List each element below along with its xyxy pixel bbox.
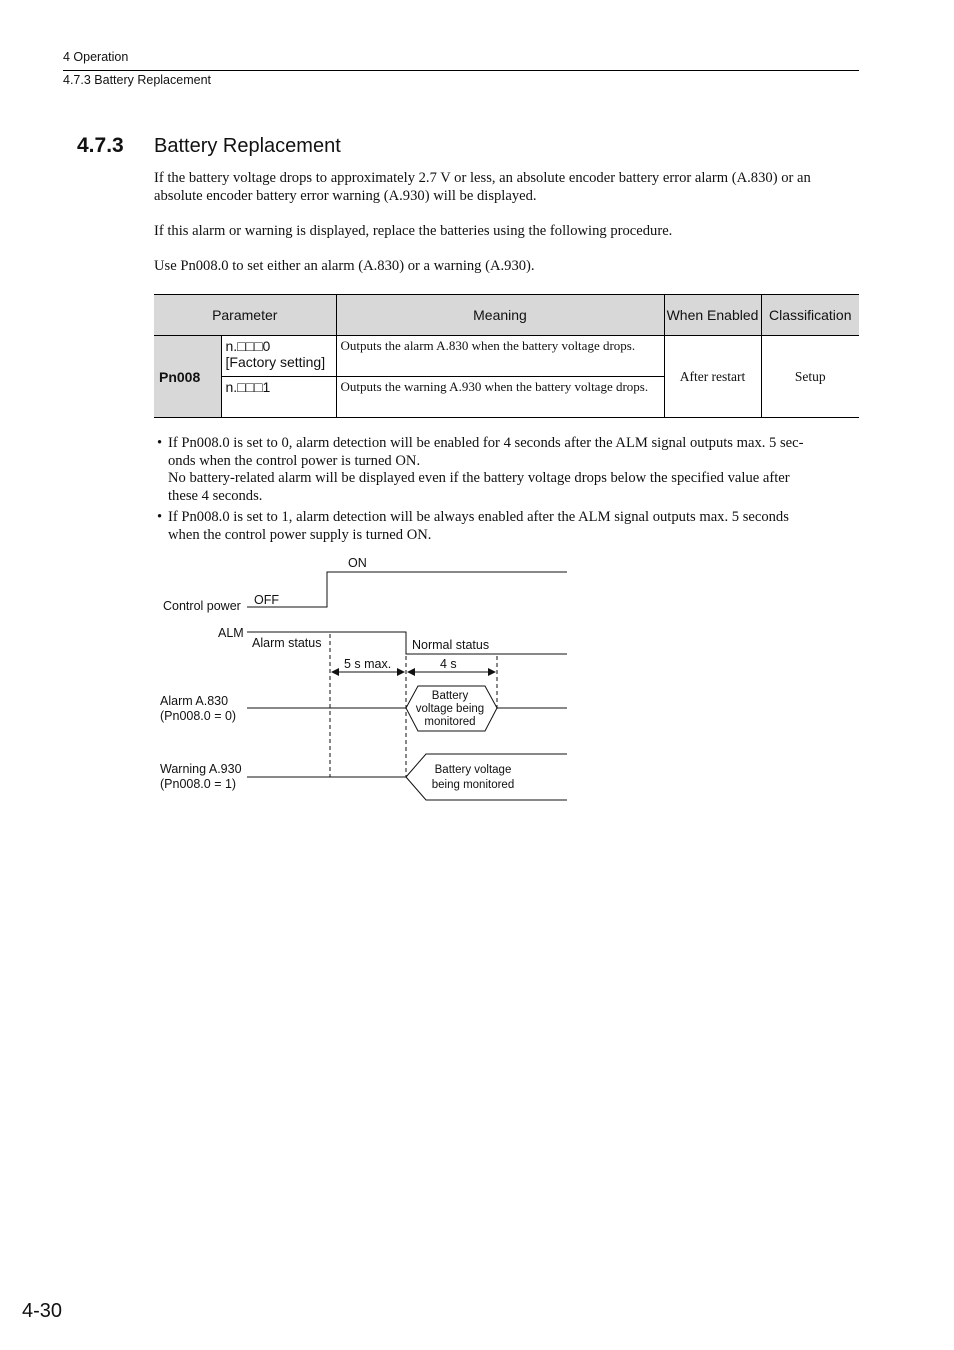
- setting-value: n.□□□1: [225, 379, 271, 395]
- page-number: 4-30: [22, 1300, 63, 1322]
- when-enabled-cell: After restart: [664, 336, 761, 418]
- bullet-line: No battery-related alarm will be displayed even if the battery voltage drops below the specified value after: [168, 470, 790, 486]
- monitor-label-line: being monitored: [431, 779, 515, 791]
- monitor-label-line: Battery voltage: [434, 764, 512, 776]
- off-label: OFF: [254, 593, 279, 607]
- bullet-marker: •: [157, 435, 163, 451]
- bullet-line: these 4 seconds.: [168, 487, 263, 504]
- warning-label-sub: (Pn008.0 = 1): [160, 777, 237, 791]
- monitor-label-line: monitored: [424, 716, 476, 728]
- section-title: Battery Replacement: [154, 135, 341, 157]
- section-number: 4.7.3: [77, 134, 124, 157]
- setting-paragraph: Use Pn008.0 to set either an alarm (A.830) or a warning (A.930).: [154, 258, 535, 274]
- header-rule: [63, 70, 859, 71]
- intro-paragraph: If the battery voltage drops to approximately 2.7 V or less, an absolute encoder battery error alarm (A.830) or an absolute encoder battery error warning (A.930) will be displayed.: [154, 170, 811, 204]
- parameter-name: Pn008: [154, 336, 221, 418]
- monitor-label-line: voltage being: [415, 703, 485, 715]
- header-meaning: Meaning: [336, 295, 664, 336]
- setting-cell: [221, 336, 336, 377]
- bullet-line: If Pn008.0 is set to 0, alarm detection will be enabled for 4 seconds after the ALM signal outputs max. 5 sec-: [168, 435, 804, 451]
- setting-note: [Factory setting]: [225, 354, 326, 370]
- four-second-label: 4 s: [440, 657, 457, 671]
- bullet-line: If Pn008.0 is set to 1, alarm detection will be always enabled after the ALM signal outputs max. 5 seconds: [168, 509, 789, 525]
- normal-status-label: Normal status: [412, 638, 490, 652]
- classification-cell: Setup: [761, 336, 859, 418]
- header-when-enabled: When Enabled: [664, 295, 761, 336]
- alarm-label: Alarm A.830: [160, 694, 229, 708]
- warning-label: Warning A.930: [160, 762, 242, 776]
- bullet-item: [157, 435, 859, 505]
- control-power-waveform: [247, 572, 567, 607]
- control-power-label: Control power: [163, 599, 241, 613]
- setting-cell: [221, 377, 336, 418]
- table-row: [154, 336, 859, 377]
- header-parameter: Parameter: [154, 295, 336, 336]
- parameter-table: [154, 294, 859, 418]
- bullet-item: [157, 509, 859, 544]
- setting-value: n.□□□0: [225, 338, 271, 354]
- monitor-label-line: Battery: [431, 690, 469, 702]
- bullet-marker: •: [157, 509, 163, 525]
- header-classification: Classification: [761, 295, 859, 336]
- running-header-chapter: 4 Operation: [63, 50, 129, 64]
- meaning-cell: Outputs the alarm A.830 when the battery voltage drops.: [336, 336, 664, 377]
- alarm-label-sub: (Pn008.0 = 0): [160, 709, 237, 723]
- procedure-paragraph: If this alarm or warning is displayed, replace the batteries using the following procedure.: [154, 223, 673, 239]
- alm-label: ALM: [218, 626, 244, 640]
- on-label: ON: [348, 556, 367, 570]
- running-header-section: 4.7.3 Battery Replacement: [63, 73, 211, 87]
- bullet-line: when the control power supply is turned ON.: [168, 526, 432, 543]
- timing-diagram: [150, 548, 580, 808]
- max-interval-label: 5 s max.: [344, 657, 392, 671]
- meaning-cell: Outputs the warning A.930 when the battery voltage drops.: [336, 377, 664, 418]
- alarm-status-label: Alarm status: [252, 636, 322, 650]
- table-header-row: [154, 295, 859, 336]
- bullet-line: onds when the control power is turned ON.: [168, 452, 421, 469]
